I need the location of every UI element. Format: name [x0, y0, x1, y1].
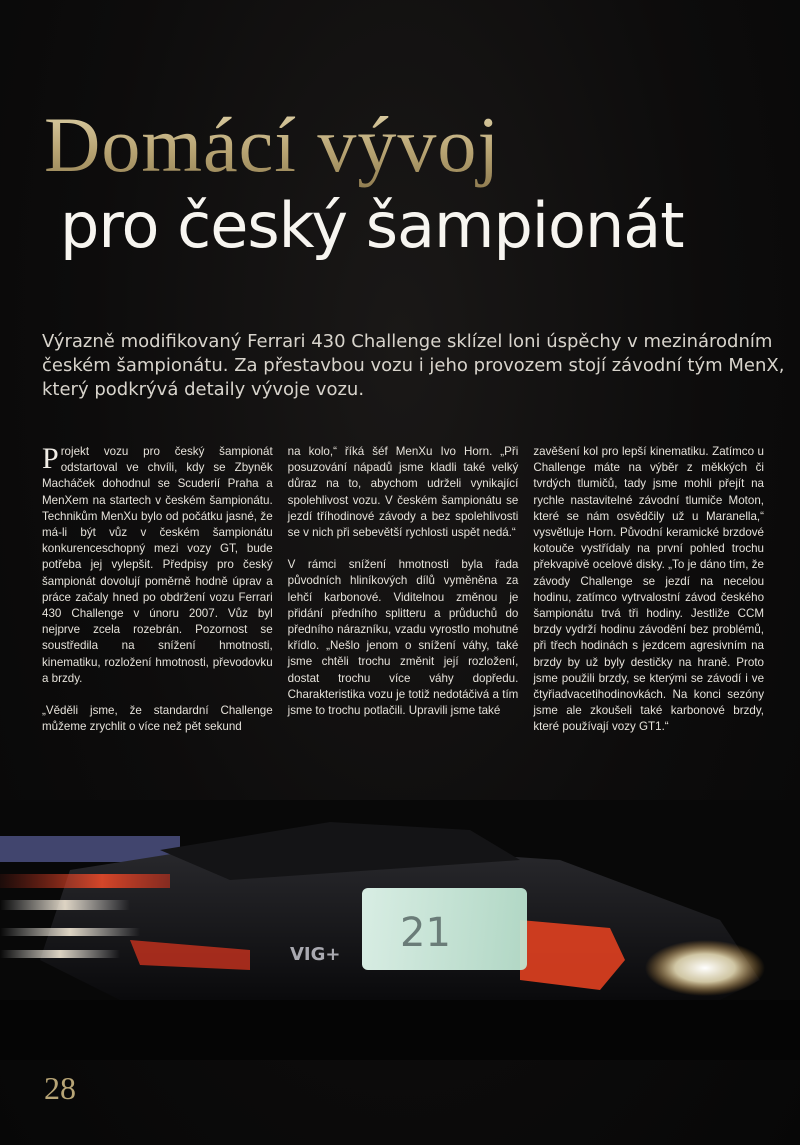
column-3-paragraph-1: zavěšení kol pro lepší kinematiku. Zatímco u Challenge máte na výběr z měkkých či tvrdých tlumičů, tady jsme mohli přejít na rychle nastavitelné závodní tlumiče Moton, které se nám osvědčily už u Maranella,“ vysvětluje Horn. Původní keramické brzdové kotouče vystřídaly na první pohled trochu překvapivě ocelové disky. „To je dáno tím, že závody Challenge se jezdí na necelou hodinu, zatímco vytrvalostní závod českého šampionátu trvá tři hodiny. Jestliže CCM brzdy vydrží hodinu závodění bez problémů, při třech hodinách s jezdcem agresivním na brzdy by už byly destičky na hraně. Proto jsme použili brzdy, se kterými se závodí i ve čtyřiadvacetihodinovkách. Na konci sezóny jsme ale zkoušeli také karbonové brzdy, které používají vozy GT1.“: [533, 445, 765, 734]
lead-line-1: Výrazně modifikovaný Ferrari 430 Challenge sklízel loni úspěchy v mezinárodním: [42, 331, 773, 352]
lead-line-3: který podkrývá detaily vývoje vozu.: [42, 379, 365, 400]
headline-line-1: Domácí vývoj: [44, 101, 501, 188]
article-column-3: [533, 444, 764, 736]
white-light-streak-2: [0, 928, 140, 936]
race-car-photo: [0, 800, 800, 1060]
article-columns: [42, 444, 764, 736]
white-light-streak-1: [0, 900, 130, 910]
red-light-streak-1: [0, 874, 170, 888]
car-number: 21: [400, 910, 451, 956]
drop-cap: P: [42, 442, 59, 475]
lead-line-2: českém šampionátu. Za přestavbou vozu i jeho provozem stojí závodní tým MenX,: [42, 355, 785, 376]
track-ground: [0, 1000, 800, 1060]
article-column-1: [42, 444, 273, 736]
column-1-paragraph-1-text: rojekt vozu pro český šampionát odstartoval ve chvíli, kdy se Zbyněk Macháček dohodnul se Scuderií Praha a MenXem na startech v českém šampionátu. Technikům MenXu bylo od počátku jasné, že má-li být vůz v českém šampionátu konkurenceschopný mezi vozy GT, bude potřeba jej vylepšit. Předpisy pro český šampionát dovolují poměrně hodně úprav a práce začaly hned po obdržení vozu Ferrari 430 Challenge v únoru 2007. Vůz byl nejprve zcela rozebrán. Pozornost se soustředila na snížení hmotnosti, kinematiku, rozložení hmotnosti, převodovku a brzdy.: [42, 445, 273, 685]
headline-line-2: pro český šampionát: [60, 189, 684, 262]
page-number: 28: [44, 1070, 76, 1106]
column-1-paragraph-1: [42, 444, 273, 687]
sponsor-logo: VIG+: [290, 944, 341, 965]
white-light-streak-3: [0, 950, 120, 958]
column-2-paragraph-2: V rámci snížení hmotnosti byla řada původních hliníkových dílů vyměněna za lehčí karbonové. Viditelnou změnou je přidání předního splitteru a průduchů do předního nárazníku, vzadu vyrostlo mohutné křídlo. „Nešlo jenom o snížení váhy, také jsme chtěli trochu změnit její rozložení, dostat trochu více váhy dopředu. Charakteristika vozu je totiž nedotáčivá a tím jsme to trochu potlačili. Upravili jsme také: [287, 558, 519, 718]
lead-paragraph: [42, 330, 785, 402]
column-2-paragraph-1: na kolo,“ říká šéf MenXu Ivo Horn. „Při posuzování nápadů jsme kladli také velký důraz na to, abychom udrželi vynikající spolehlivost vozu. V českém šampionátu se jezdí tříhodinové závody a bez spolehlivosti se v nich při sebevětší rychlosti uspět nedá.“: [287, 445, 519, 540]
headlight-glow: [645, 940, 765, 996]
article-column-2: [288, 444, 519, 736]
column-1-paragraph-2: „Věděli jsme, že standardní Challenge můžeme zrychlit o více než pět sekund: [42, 704, 273, 734]
